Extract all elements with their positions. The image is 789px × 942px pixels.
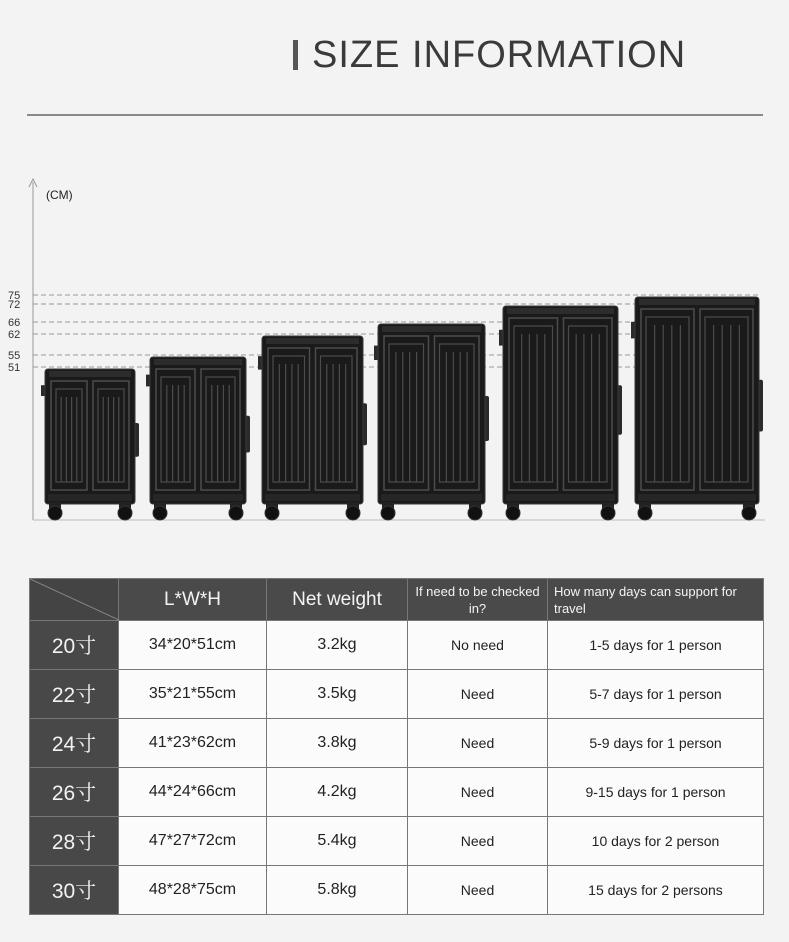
cell-dimensions: 48*28*75cm [119, 866, 267, 915]
cell-dimensions: 35*21*55cm [119, 670, 267, 719]
cell-dimensions: 41*23*62cm [119, 719, 267, 768]
tick-label: 62 [8, 329, 21, 341]
header-lwh: L*W*H [119, 579, 267, 621]
cell-travel-days: 9-15 days for 1 person [548, 768, 764, 817]
table-corner-cell [30, 579, 119, 621]
suitcase-30寸 [631, 297, 763, 520]
spec-table [29, 578, 764, 915]
size-chart [0, 170, 789, 530]
table-row [30, 719, 764, 768]
header-net-weight: Net weight [267, 579, 408, 621]
cell-travel-days: 10 days for 2 person [548, 817, 764, 866]
cell-size: 26寸 [30, 768, 119, 817]
table-row [30, 768, 764, 817]
cell-checked-in: Need [408, 670, 548, 719]
table-header-row [30, 579, 764, 621]
cell-dimensions: 44*24*66cm [119, 768, 267, 817]
tick-label: 75 [8, 290, 21, 302]
tick-label: 72 [8, 299, 21, 311]
cell-checked-in: Need [408, 719, 548, 768]
table-row [30, 621, 764, 670]
header-checked-in: If need to be checked in? [408, 579, 548, 621]
cell-checked-in: Need [408, 768, 548, 817]
cell-size: 22寸 [30, 670, 119, 719]
suitcase-22寸 [146, 357, 250, 520]
suitcase-20寸 [41, 369, 139, 520]
cell-travel-days: 1-5 days for 1 person [548, 621, 764, 670]
cell-checked-in: Need [408, 817, 548, 866]
cell-size: 20寸 [30, 621, 119, 670]
cell-travel-days: 5-7 days for 1 person [548, 670, 764, 719]
tick-label: 55 [8, 350, 21, 362]
cell-checked-in: No need [408, 621, 548, 670]
chart-unit-label: (CM) [46, 188, 73, 202]
table-row [30, 866, 764, 915]
cell-weight: 3.5kg [267, 670, 408, 719]
cell-travel-days: 5-9 days for 1 person [548, 719, 764, 768]
page-title: SIZE INFORMATION [312, 34, 687, 76]
header-divider [27, 114, 763, 116]
cell-checked-in: Need [408, 866, 548, 915]
cell-dimensions: 34*20*51cm [119, 621, 267, 670]
title-accent-bar [293, 40, 298, 70]
cell-weight: 5.4kg [267, 817, 408, 866]
suitcase-24寸 [258, 336, 367, 520]
table-row [30, 670, 764, 719]
diagonal-line-icon [30, 579, 119, 620]
tick-label: 51 [8, 362, 21, 374]
cell-weight: 3.2kg [267, 621, 408, 670]
luggage-chart-svg [0, 170, 789, 530]
suitcase-26寸 [374, 324, 489, 520]
cell-dimensions: 47*27*72cm [119, 817, 267, 866]
cell-size: 28寸 [30, 817, 119, 866]
cell-travel-days: 15 days for 2 persons [548, 866, 764, 915]
cell-weight: 3.8kg [267, 719, 408, 768]
suitcase-28寸 [499, 306, 622, 520]
tick-label: 66 [8, 317, 21, 329]
cell-weight: 4.2kg [267, 768, 408, 817]
header-travel-days: How many days can support for travel [548, 579, 764, 621]
table-row [30, 817, 764, 866]
cell-size: 24寸 [30, 719, 119, 768]
cell-size: 30寸 [30, 866, 119, 915]
page-header [0, 30, 789, 86]
cell-weight: 5.8kg [267, 866, 408, 915]
